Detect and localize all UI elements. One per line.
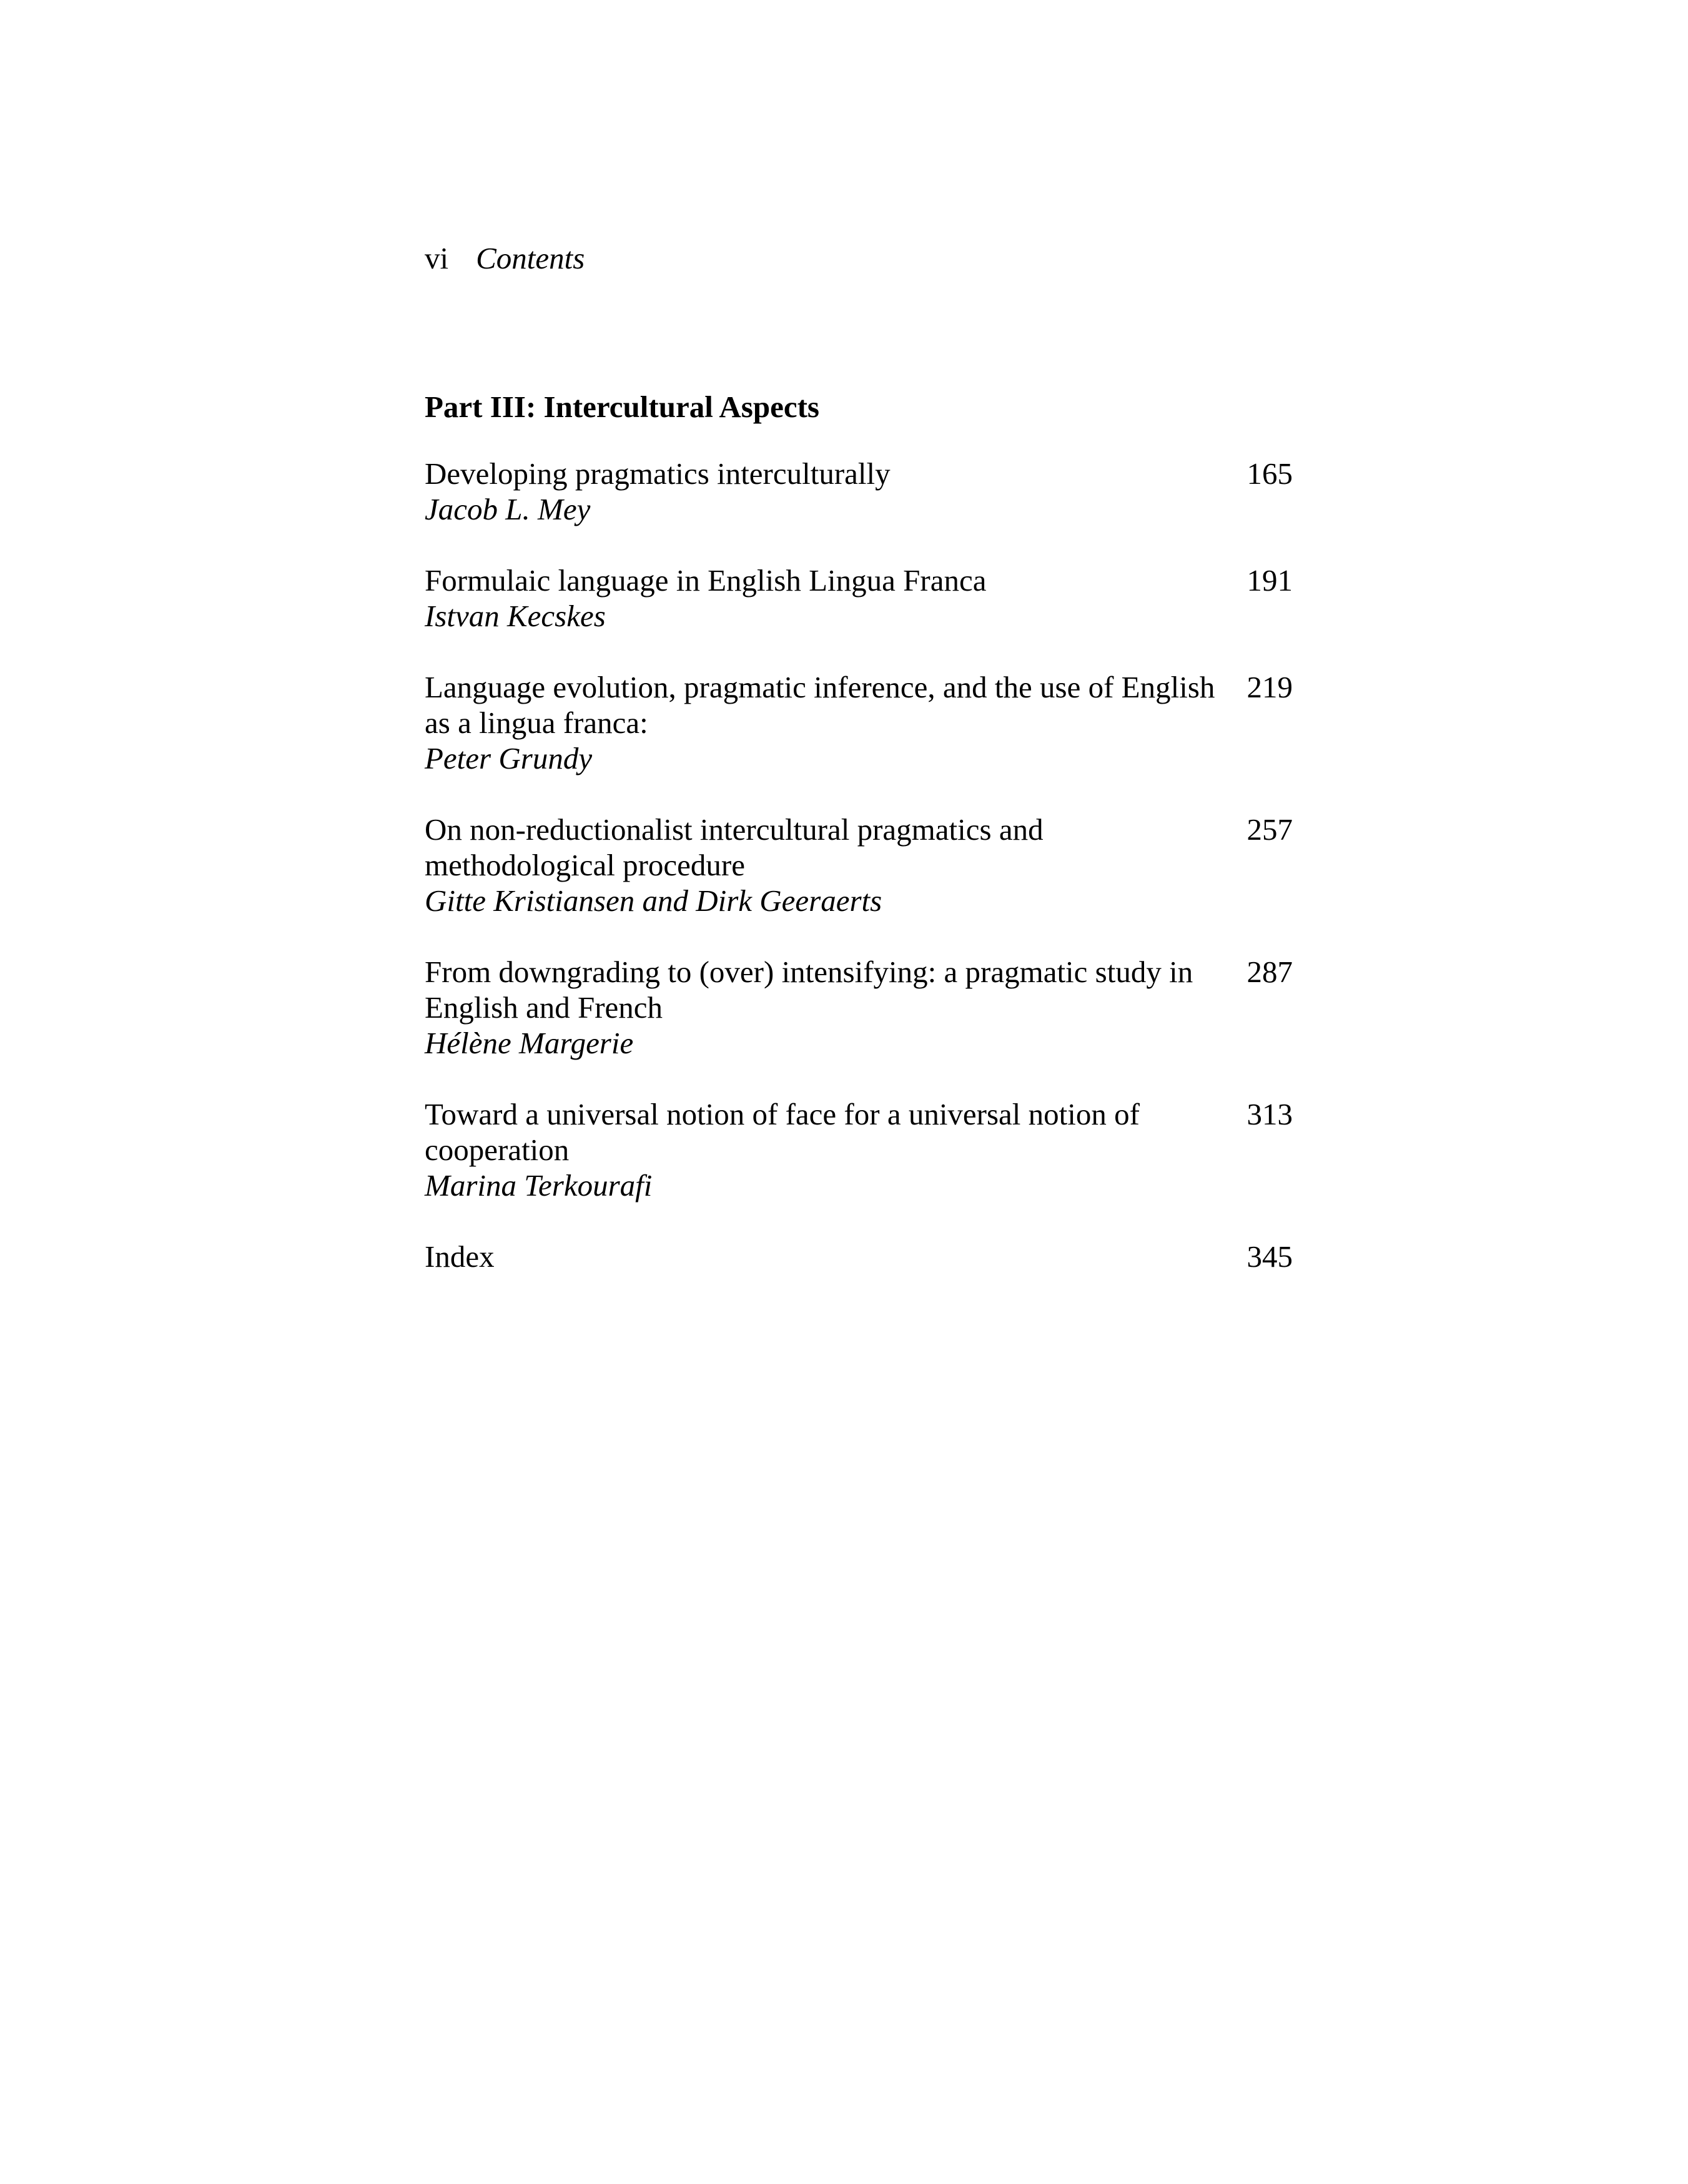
toc-entry-title: Language evolution, pragmatic inference, and the use of English as a lingua franca: [425,670,1215,740]
toc-entry-page-number: 165 [1246,456,1293,491]
toc-entry-author: Istvan Kecskes [425,599,606,633]
toc-entry-title: Index [425,1239,495,1274]
toc-entry [425,456,1293,527]
toc-entry-page-number: 287 [1246,955,1293,989]
toc-entry-page-number: 313 [1246,1097,1293,1131]
running-head-title: Contents [476,241,585,275]
page-folio: vi [425,241,449,275]
toc-entry-text [425,1239,1236,1274]
toc-entry-author: Jacob L. Mey [425,492,591,526]
toc-entry-text [425,1096,1236,1203]
toc-entry [425,563,1293,634]
table-of-contents [425,386,1293,1310]
toc-entry-page-number: 345 [1246,1239,1293,1274]
toc-entry-title: Toward a universal notion of face for a universal notion of cooperation [425,1097,1140,1167]
toc-entry [425,1096,1293,1203]
toc-entry-title: From downgrading to (over) intensifying: a pragmatic study in English and French [425,955,1193,1025]
toc-entry-page-number: 219 [1246,670,1293,704]
toc-entry-title: On non-reductionalist intercultural pragmatics and methodological procedure [425,812,1044,882]
toc-entry-text [425,812,1236,918]
toc-entry-text [425,954,1236,1061]
toc-entry-page-number: 191 [1246,563,1293,598]
toc-entry-title: Formulaic language in English Lingua Franca [425,563,987,598]
toc-entry [425,669,1293,776]
toc-entry-author: Peter Grundy [425,741,593,775]
toc-entry-author: Gitte Kristiansen and Dirk Geeraerts [425,883,882,918]
toc-entry-text [425,563,1236,634]
toc-entry-author: Marina Terkourafi [425,1168,653,1203]
toc-entry-author: Hélène Margerie [425,1026,634,1060]
toc-entry-text [425,456,1236,527]
toc-entry [425,954,1293,1061]
part-heading: Part III: Intercultural Aspects [425,390,819,424]
toc-entry [425,812,1293,918]
toc-entry-index [425,1239,1293,1274]
running-head [425,237,585,280]
toc-entry-text [425,669,1236,776]
toc-entry-title: Developing pragmatics interculturally [425,456,891,491]
toc-entry-page-number: 257 [1246,812,1293,847]
